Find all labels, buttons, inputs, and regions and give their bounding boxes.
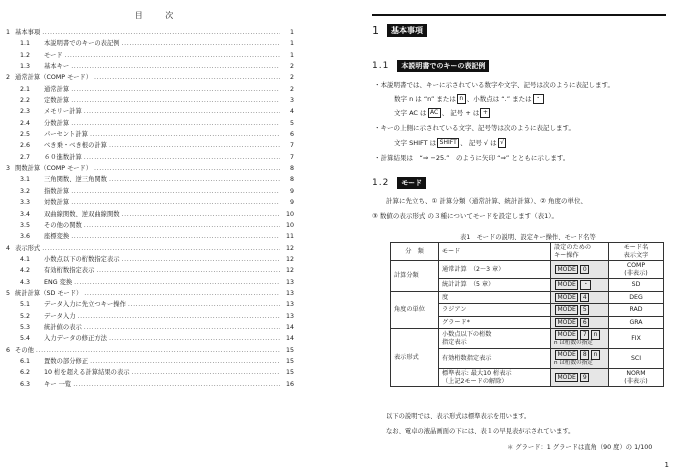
toc-leader-dots bbox=[71, 63, 280, 70]
category-cell: 計算分類 bbox=[391, 261, 439, 292]
toc-entry-title: 基本キー bbox=[44, 63, 70, 71]
toc-entry-title: 関数計算（COMP モード） bbox=[15, 165, 93, 173]
mode-name-cell bbox=[609, 279, 664, 292]
category-cell: 角度の単位 bbox=[391, 291, 439, 329]
toc-section-row bbox=[0, 333, 318, 344]
toc-page-number: 13 bbox=[285, 289, 294, 297]
header-mode: モード bbox=[439, 243, 551, 261]
toc-leader-dots bbox=[42, 29, 280, 36]
table-row bbox=[391, 261, 664, 279]
toc-page-number: 8 bbox=[289, 165, 294, 173]
toc-number: 6.2 bbox=[20, 369, 31, 377]
toc-section-row bbox=[0, 254, 318, 265]
toc-page-number: 5 bbox=[289, 119, 294, 127]
toc-leader-dots bbox=[94, 165, 280, 172]
key-shift: SHIFT bbox=[437, 138, 459, 148]
key-operation-cell bbox=[551, 349, 609, 369]
toc-page-number: 12 bbox=[285, 267, 294, 275]
mode-name-note: (非表示) bbox=[624, 377, 648, 385]
mode-cell: ラジアン bbox=[439, 304, 551, 317]
footnote: ＊ グラード：1 グラードは直角（90 度）の 1/100 bbox=[507, 444, 653, 451]
text: 、 記号 √ は bbox=[460, 139, 497, 147]
toc-number: 1.3 bbox=[20, 63, 31, 71]
digit-key: ・ bbox=[580, 280, 591, 290]
toc-number: 2 bbox=[6, 74, 11, 82]
header-mode-name: モード名 表示文字 bbox=[609, 243, 664, 261]
toc-entry-title: 座標変換 bbox=[44, 233, 70, 241]
toc-chapter-row bbox=[0, 288, 318, 299]
toc-entry-title: 定数計算 bbox=[44, 97, 70, 105]
toc-entry-title: 入力データの修正方法 bbox=[44, 335, 107, 343]
digit-key: 0 bbox=[580, 265, 589, 275]
mode-name: SCI bbox=[630, 354, 642, 362]
table-of-contents bbox=[0, 0, 318, 475]
footer-paragraph: なお、電卓の液晶画面の下には、表１の早見表が示されています。 bbox=[386, 428, 575, 435]
toc-number: 2.3 bbox=[20, 108, 31, 116]
toc-number: 3.4 bbox=[20, 210, 31, 218]
toc-page-number: 15 bbox=[285, 369, 294, 377]
text: 、 記号 + は bbox=[441, 109, 480, 117]
key-notation-line-1 bbox=[394, 94, 545, 104]
toc-entry-title: 指数計算 bbox=[44, 187, 70, 195]
toc-entry-title: メモリー計算 bbox=[44, 108, 82, 116]
mode-name: DEG bbox=[629, 293, 643, 301]
mode-cell: 小数点以下の桁数 指定表示 bbox=[439, 329, 551, 349]
toc-entry-title: 基本事項 bbox=[15, 29, 41, 36]
mode-table bbox=[390, 242, 664, 387]
toc-entry-title: データ入力に先立つキー操作 bbox=[44, 301, 126, 309]
toc-leader-dots bbox=[84, 108, 280, 115]
toc-number: 1 bbox=[6, 29, 11, 36]
toc-leader-dots bbox=[90, 131, 280, 138]
toc-entry-title: 置数の部分修正 bbox=[44, 357, 89, 365]
key-operation-cell bbox=[551, 261, 609, 279]
paragraph: ・本説明書では、キーに示されている数字や文字、記号は次のように表記します。 bbox=[374, 81, 614, 89]
mode-name: RAD bbox=[629, 306, 643, 313]
text: 数字 n は “n” または bbox=[394, 95, 456, 103]
toc-number: 3.5 bbox=[20, 221, 31, 229]
mode-cell: グラード* bbox=[439, 316, 551, 329]
toc-page-number: 7 bbox=[289, 153, 294, 161]
toc-number: 5.1 bbox=[20, 301, 31, 309]
toc-section-row bbox=[0, 197, 318, 208]
paragraph: ③ 数値の表示形式 の３種についてモードを設定します（表1）。 bbox=[372, 212, 558, 220]
toc-leader-dots bbox=[71, 120, 280, 127]
mode-cell: 統計計算 （5 章） bbox=[439, 279, 551, 292]
text: 文字 AC は bbox=[394, 109, 427, 117]
key-operation-cell bbox=[551, 304, 609, 317]
text: 、小数点は “.” または bbox=[466, 95, 532, 103]
mode-key: MODE bbox=[555, 305, 578, 315]
mode-cell: 標準表示: 最大10 桁表示 （上記2モードの解除） bbox=[439, 369, 551, 387]
toc-number: 3.6 bbox=[20, 233, 31, 241]
toc-page-number: 10 bbox=[285, 210, 294, 218]
toc-entry-title: 統計値の表示 bbox=[44, 323, 82, 331]
toc-number: 3.1 bbox=[20, 176, 31, 184]
toc-entry-title: 本説明書でのキーの表記例 bbox=[44, 40, 120, 48]
table-caption: 表1 モードの説明、設定キー操作、モード名等 bbox=[460, 234, 596, 241]
toc-page-number: 12 bbox=[285, 255, 294, 263]
toc-leader-dots bbox=[84, 222, 280, 229]
key-note: n は桁数の指定 bbox=[554, 339, 593, 346]
toc-entry-title: 三角関数、逆三角関数 bbox=[44, 176, 107, 184]
mode-name-cell bbox=[609, 291, 664, 304]
toc-page-number: 6 bbox=[289, 131, 294, 139]
chapter-title: 基本事項 bbox=[387, 24, 427, 37]
mode-name: NORM bbox=[626, 370, 646, 377]
mode-name-cell bbox=[609, 369, 664, 387]
toc-leader-dots bbox=[109, 142, 280, 149]
mode-key: MODE bbox=[555, 265, 578, 275]
toc-section-row bbox=[0, 379, 318, 390]
toc-entry-title: データ入力 bbox=[44, 312, 76, 320]
toc-entry-title: キー 一覧 bbox=[44, 380, 72, 388]
mode-key: MODE bbox=[555, 318, 578, 328]
digit-key: 5 bbox=[580, 305, 589, 315]
toc-page-number: 1 bbox=[289, 40, 294, 48]
digit-key: 4 bbox=[580, 293, 589, 303]
toc-number: 4.1 bbox=[20, 255, 31, 263]
key-note: n は桁数の指定 bbox=[554, 359, 593, 366]
n-key: n bbox=[591, 330, 600, 340]
toc-number: 2.2 bbox=[20, 97, 31, 105]
toc-section-row bbox=[0, 209, 318, 220]
mode-name: SD bbox=[631, 281, 641, 288]
toc-leader-dots bbox=[42, 245, 280, 252]
toc-number: 4 bbox=[6, 244, 11, 252]
key-n: n bbox=[457, 94, 466, 104]
table-row bbox=[391, 329, 664, 349]
toc-entry-title: その他の関数 bbox=[44, 221, 82, 229]
toc-number: 3.3 bbox=[20, 199, 31, 207]
toc-leader-dots bbox=[109, 335, 280, 342]
toc-leader-dots bbox=[132, 369, 280, 376]
toc-section-row bbox=[0, 95, 318, 106]
mode-name-cell bbox=[609, 349, 664, 369]
key-operation-cell bbox=[551, 369, 609, 387]
toc-section-row bbox=[0, 265, 318, 276]
toc-leader-dots bbox=[94, 74, 280, 81]
toc-entry-title: べき乗・べき根の計算 bbox=[44, 142, 107, 150]
table-header-row bbox=[391, 243, 664, 261]
toc-number: 3.2 bbox=[20, 187, 31, 195]
toc-entry-title: ６０進数計算 bbox=[44, 153, 82, 161]
toc-leader-dots bbox=[71, 86, 280, 93]
toc-entry-title: 有効桁数指定表示 bbox=[44, 267, 95, 275]
toc-leader-dots bbox=[90, 358, 280, 365]
toc-section-row bbox=[0, 220, 318, 231]
toc-chapter-row bbox=[0, 27, 318, 38]
toc-title: 目 次 bbox=[134, 11, 184, 20]
toc-entry-title: モード bbox=[44, 51, 63, 59]
toc-number: 5.4 bbox=[20, 335, 31, 343]
manual-page bbox=[364, 0, 679, 475]
toc-section-row bbox=[0, 38, 318, 49]
digit-key: 9 bbox=[580, 373, 589, 383]
toc-entry-title: その他 bbox=[15, 346, 34, 354]
toc-entry-title: 10 桁を超える計算結果の表示 bbox=[44, 369, 130, 377]
toc-page-number: 3 bbox=[289, 97, 294, 105]
mode-key: MODE bbox=[555, 330, 578, 340]
n-key: n bbox=[591, 350, 600, 360]
toc-page-number: 1 bbox=[289, 51, 294, 59]
toc-section-row bbox=[0, 367, 318, 378]
toc-page-number: 12 bbox=[285, 244, 294, 252]
toc-page-number: 13 bbox=[285, 301, 294, 309]
toc-entry-title: 小数点以下の桁数指定表示 bbox=[44, 255, 120, 263]
key-notation-line-2 bbox=[394, 108, 491, 118]
toc-page-number: 2 bbox=[289, 74, 294, 82]
toc-number: 5.2 bbox=[20, 312, 31, 320]
toc-chapter-row bbox=[0, 345, 318, 356]
mode-name: FIX bbox=[631, 334, 641, 342]
toc-section-row bbox=[0, 152, 318, 163]
toc-page-number: 14 bbox=[285, 323, 294, 331]
key-operation-cell bbox=[551, 291, 609, 304]
toc-leader-dots bbox=[73, 381, 280, 388]
toc-entry-title: 統計計算（SD モード） bbox=[15, 289, 83, 297]
key-operation-cell bbox=[551, 279, 609, 292]
mode-name-cell bbox=[609, 261, 664, 279]
section-1-2-heading bbox=[372, 177, 426, 189]
header-category: 分 類 bbox=[391, 243, 439, 261]
toc-number: 2.6 bbox=[20, 142, 31, 150]
toc-leader-dots bbox=[36, 347, 280, 354]
toc-number: 2.1 bbox=[20, 85, 31, 93]
section-number: 1.2 bbox=[372, 178, 390, 188]
toc-leader-dots bbox=[84, 290, 280, 297]
key-notation-line-3 bbox=[394, 138, 507, 148]
toc-entry-title: ENG 変換 bbox=[44, 278, 73, 286]
toc-entry-title: 表示形式 bbox=[15, 244, 41, 252]
toc-section-row bbox=[0, 231, 318, 242]
chapter-heading bbox=[372, 24, 427, 37]
toc-section-row bbox=[0, 61, 318, 72]
toc-leader-dots bbox=[128, 301, 280, 308]
paragraph: ・計算結果は “⇒ −25.” のように矢印 “⇒” とともに示します。 bbox=[374, 154, 570, 162]
toc-entry-title: 通常計算 bbox=[44, 85, 70, 93]
category-cell: 表示形式 bbox=[391, 329, 439, 387]
toc-entry-title: 双曲線関数、逆双曲線関数 bbox=[44, 210, 120, 218]
mode-key: MODE bbox=[555, 350, 578, 360]
table-row bbox=[391, 291, 664, 304]
chapter-number: 1 bbox=[372, 24, 379, 37]
toc-leader-dots bbox=[122, 40, 280, 47]
toc-entry-title: 分数計算 bbox=[44, 119, 70, 127]
toc-leader-dots bbox=[71, 188, 280, 195]
toc-chapter-row bbox=[0, 243, 318, 254]
toc-section-row bbox=[0, 106, 318, 117]
toc-leader-dots bbox=[122, 211, 280, 218]
toc-leader-dots bbox=[109, 176, 280, 183]
toc-page-number: 2 bbox=[289, 85, 294, 93]
toc-page-number: 11 bbox=[285, 233, 294, 241]
toc-number: 4.2 bbox=[20, 267, 31, 275]
toc-number: 2.5 bbox=[20, 131, 31, 139]
toc-number: 4.3 bbox=[20, 278, 31, 286]
section-1-1-heading bbox=[372, 60, 489, 72]
footer-paragraph: 以下の説明では、表示形式は標準表示を用います。 bbox=[386, 413, 531, 420]
key-plus: + bbox=[480, 108, 490, 118]
toc-number: 6.1 bbox=[20, 357, 31, 365]
toc-page-number: 14 bbox=[285, 335, 294, 343]
paragraph: ・キーの上側に示されている文字、記号等は次のように表記します。 bbox=[374, 124, 575, 132]
toc-page-number: 13 bbox=[285, 278, 294, 286]
mode-key: MODE bbox=[555, 373, 578, 383]
toc-page-number: 1 bbox=[289, 29, 294, 36]
mode-table-body bbox=[391, 261, 664, 387]
toc-section-row bbox=[0, 299, 318, 310]
toc-leader-dots bbox=[71, 97, 280, 104]
toc-number: 6.3 bbox=[20, 380, 31, 388]
toc-number: 5 bbox=[6, 289, 11, 297]
key-ac: AC bbox=[428, 108, 441, 118]
toc-page-number: 2 bbox=[289, 63, 294, 71]
toc-page-number: 4 bbox=[289, 108, 294, 116]
toc-number: 6 bbox=[6, 346, 11, 354]
toc-entry-title: パーセント計算 bbox=[44, 131, 88, 139]
toc-page-number: 9 bbox=[289, 187, 294, 195]
toc-entry-title: 通常計算（COMP モード） bbox=[15, 74, 93, 82]
toc-page-number: 16 bbox=[285, 380, 294, 388]
mode-name-cell bbox=[609, 329, 664, 349]
mode-name-cell bbox=[609, 304, 664, 317]
toc-leader-dots bbox=[122, 256, 280, 263]
mode-cell: 度 bbox=[439, 291, 551, 304]
toc-section-row bbox=[0, 322, 318, 333]
key-root: √ bbox=[498, 138, 507, 148]
toc-leader-dots bbox=[74, 279, 280, 286]
toc-list bbox=[0, 27, 318, 390]
toc-leader-dots bbox=[84, 154, 280, 161]
toc-chapter-row bbox=[0, 72, 318, 83]
toc-section-row bbox=[0, 356, 318, 367]
toc-number: 1.1 bbox=[20, 40, 31, 48]
header-rule bbox=[372, 14, 666, 16]
digit-key: 7 bbox=[580, 330, 589, 340]
mode-key: MODE bbox=[555, 280, 578, 290]
toc-leader-dots bbox=[65, 52, 280, 59]
toc-page-number: 10 bbox=[285, 221, 294, 229]
toc-leader-dots bbox=[71, 199, 280, 206]
toc-leader-dots bbox=[77, 313, 280, 320]
toc-number: 2.7 bbox=[20, 153, 31, 161]
paragraph: 計算に先立ち、① 計算分類（通常計算、統計計算）、② 角度の単位、 bbox=[386, 197, 588, 205]
toc-page-number: 15 bbox=[285, 346, 294, 354]
section-number: 1.1 bbox=[372, 61, 390, 71]
toc-page-number: 13 bbox=[285, 312, 294, 320]
mode-cell: 通常計算 （2～3 章） bbox=[439, 261, 551, 279]
toc-section-row bbox=[0, 311, 318, 322]
toc-chapter-row bbox=[0, 163, 318, 174]
toc-leader-dots bbox=[71, 233, 280, 240]
toc-number: 1.2 bbox=[20, 51, 31, 59]
mode-name-cell bbox=[609, 316, 664, 329]
toc-section-row bbox=[0, 118, 318, 129]
toc-section-row bbox=[0, 129, 318, 140]
digit-key: 8 bbox=[580, 350, 589, 360]
header-key-operation: 設定のための キー操作 bbox=[551, 243, 609, 261]
toc-number: 5.3 bbox=[20, 323, 31, 331]
toc-page-number: 15 bbox=[285, 357, 294, 365]
mode-name: GRA bbox=[629, 318, 643, 326]
toc-section-row bbox=[0, 186, 318, 197]
toc-page-number: 7 bbox=[289, 142, 294, 150]
key-operation-cell bbox=[551, 316, 609, 329]
toc-number: 2.4 bbox=[20, 119, 31, 127]
digit-key: 6 bbox=[580, 318, 589, 328]
mode-cell: 有効桁数指定表示 bbox=[439, 349, 551, 369]
page-number: 1 bbox=[664, 461, 669, 469]
toc-section-row bbox=[0, 277, 318, 288]
mode-name: COMP bbox=[626, 262, 646, 269]
key-dot: ・ bbox=[533, 94, 544, 104]
toc-page-number: 8 bbox=[289, 176, 294, 184]
text: 文字 SHIFT は bbox=[394, 139, 437, 147]
mode-key: MODE bbox=[555, 293, 578, 303]
toc-section-row bbox=[0, 174, 318, 185]
toc-section-row bbox=[0, 50, 318, 61]
toc-section-row bbox=[0, 140, 318, 151]
toc-page-number: 9 bbox=[289, 199, 294, 207]
toc-entry-title: 対数計算 bbox=[44, 199, 70, 207]
mode-name-note: (非表示) bbox=[624, 269, 648, 277]
section-title: 本説明書でのキーの表記例 bbox=[397, 60, 489, 72]
toc-number: 3 bbox=[6, 165, 11, 173]
toc-section-row bbox=[0, 84, 318, 95]
section-title: モード bbox=[397, 177, 426, 189]
toc-leader-dots bbox=[84, 324, 280, 331]
key-operation-cell bbox=[551, 329, 609, 349]
toc-leader-dots bbox=[96, 267, 280, 274]
